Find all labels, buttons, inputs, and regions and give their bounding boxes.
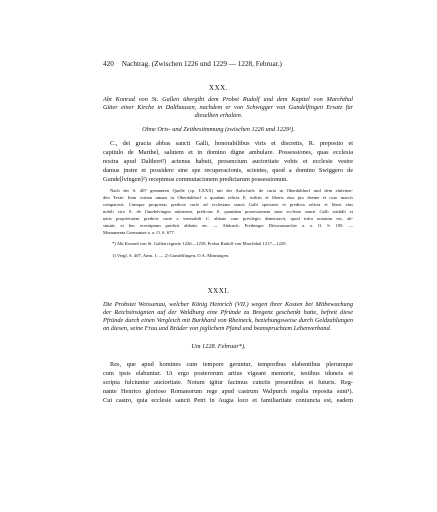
doc30-footnote-refs: 1) Vergl. S. 407, Anm. 1. — 2) Gundelfingen, O.A. Münsingen. <box>112 253 230 258</box>
doc30-text-line: Gunde[lvingen]²) recepimus commutacionem predictarum possessionum. <box>103 176 288 183</box>
doc31-summary-line: an diesen, seine Frau und Brüder von jeglichem Pfand und beanspruchtem Lehenverband. <box>103 325 332 332</box>
doc30-date-line: Ohne Orts- und Zeitbestimmung (zwischen 1226 und 1229¹). <box>142 126 295 133</box>
doc30-source-note-line: natis proprietatem predicte curie a venerabili C. abbate cum privilegio dimeruavit, quod infra notatum est, ab- <box>103 216 353 221</box>
doc30-summary-line: Güter einer Kirche in Dalthausen, nachdem er von Schwigger von Gundelfingen Ersatz für <box>103 104 353 111</box>
doc30-summary-line: dieselben erhalten. <box>194 112 243 119</box>
doc30-source-note-line: Nach der S. 407 genannten Quelle (cp. LXXX) mit der Aufschrift: de curia in Oberdalthorf und dem einleiten- <box>110 188 353 193</box>
doc31-summary-line: Die Probstei Weissenau, welcher König Heinrich (VII.) wegen ihrer Kosten bei Mitbewachung <box>103 301 353 308</box>
doc30-text-line: nostra apud Dalthort²) actenus habuit, presencium auctoritate vobis et ecclesie vestre <box>103 158 353 165</box>
doc30-source-note-line: Monumenta Germaniae a. a. O. S. 677. <box>103 230 175 235</box>
doc31-text-line: Cui castro, quia ecclesie sancti Petri in Augia loco et familiaritate coniuncta est, eadem <box>103 397 353 404</box>
doc31-summary-line: Pfründe durch einen Vergleich mit Burkhard von Rheineck, beziehungsweise durch Geldzahlungen <box>103 317 353 324</box>
doc30-text-line: C., dei gracia abbas sancti Galli, honorabilibus viris et discretis, R. preposito et <box>110 140 353 147</box>
doc30-summary-line: Abt Konrad von St. Gallen übergibt dem Probst Rudolf und dem Kapitel von Marchthal <box>103 96 353 103</box>
running-header <box>103 60 282 68</box>
doc31-text-line: Res, que apud homines cum tempore geruntur, temporibus elabentibus plerumque <box>110 361 353 368</box>
doc30-text-line: damus jnstre et possidere sine spe recuperacionis, scientes, quod a domino Swiggero de <box>103 167 353 174</box>
doc31-text-line: scripta fulciuntur auctoritate. Notum igitur facimus cunctis presentibus et futuris. Reg- <box>103 379 353 386</box>
page-number: 420 <box>103 60 114 68</box>
running-title: Nachtrag. (Zwischen 1226 und 1229 — 1228, Februar.) <box>121 60 282 68</box>
doc31-text-line: nante Henrico glorioso Romanorum rege apud castrum Walpurch regalia reposita sunt¹). <box>103 388 353 395</box>
doc31-text-line: cum ipsis elabuntur. Ut ergo posterorum artius vigeant memorie, testibus idoneis et <box>103 370 353 377</box>
doc30-footnote-star: *) Abt Konrad von St. Gallen regierte 1226—1239, Probst Rudolf von Marchthal 1217—1229. <box>112 241 287 246</box>
doc30-source-note-line: den Texte: Item certam umam in Oberdalthorf a quadam relicta E. militis et liberis eius pro deeme et octo marcis <box>103 195 353 200</box>
doc30-source-note-line: sinutit; et hoc ecerniptum predicti abbatis etc. — Abdruck: Freiburger Diöcesanarchiv a. a. O. S. 190. — <box>103 223 353 228</box>
doc30-number: XXX. <box>209 84 228 92</box>
doc31-number: XXXI. <box>207 287 230 295</box>
doc30-source-note-line: comparavit. Cumque proprietas predicte curie ad ecclesiam sancti Galli spectaret et predicta relicta et liberi eius <box>103 202 353 207</box>
doc31-summary-line: der Reichsinsignien auf der Waldburg eine Pfründe zu Bregenz geschenkt hatte, befreit diese <box>103 309 353 316</box>
doc30-text-line: capitulo de Marthel, salutem et in domino digne ambulare. Possessiones, quas ecclesia <box>103 149 353 156</box>
doc31-date-line: Um 1228. Februar*). <box>191 343 246 350</box>
doc30-source-note-line: nobili viro S. de Gundelvingen attinerent, prelictus S. quandam possessionem sune ecclesie sancti Galli tradidit et <box>103 209 353 214</box>
